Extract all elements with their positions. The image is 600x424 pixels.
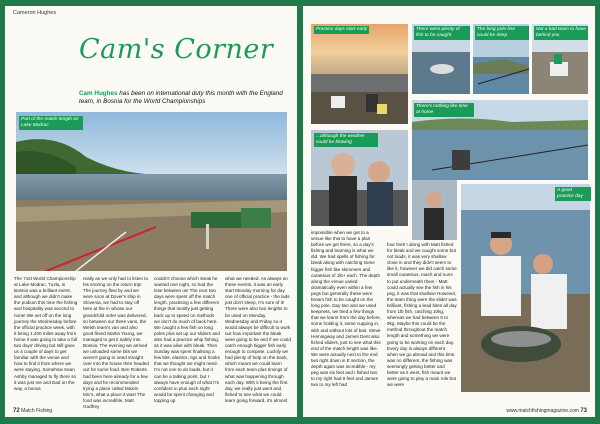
photo-caption: Part of the match length on Lake Modrac — [19, 116, 83, 130]
page-title: Cam's Corner — [79, 34, 274, 65]
caption-weather: ...although the weather could be blowing — [314, 133, 378, 147]
lake-photo — [16, 112, 287, 271]
right-column-2-text: four feet! I along with Matt fished for bleak and we caught some but not loads, it was very shallow close in and they didn't seem to like it, however we did catch some small carassius, roach and nuns to put underneath them - Matt could actually see the fish in his peg, it was that shallow! However, the team thing were the slider was brilliant, fishing a lead bites all day from 1lb fish, catching 10kg, whereas we had between 6 to 9kg. Maybe this could be the method throughout the match length and something we were going to be working on each day. Every day is always different when we go abroad and this time was no different, the fishing was seemingly getting better and better as it went, fish meant we were going to play a main role but we were — [387, 242, 457, 388]
angler-photo — [412, 180, 457, 240]
sunset-photo — [311, 24, 408, 124]
caption-rolling: There's nothing like time at home — [414, 103, 474, 117]
page-number-left: 72 — [13, 408, 20, 414]
caption-good-day: A good practice day — [555, 187, 591, 201]
right-column-1 — [311, 230, 381, 391]
right-page — [303, 6, 595, 417]
caption-sunset: Practice days start early — [316, 27, 368, 32]
footer-url: www.matchfishingmagazine.com — [506, 408, 579, 414]
page-number-right: 73 — [580, 408, 587, 414]
column-1 — [14, 276, 78, 395]
right-column-1-text: impossible when we get to a venue like this to have a plan before we get there, so a day's fishing and learning is what we did. We had spells of fishing for bleak along with catching some bigger fish like skimmers and carassius of 1lb+ each. The depth along the venue varied dramatically even within a few pegs but generally these were bream fish to be caught on the long pole. Day two and we used keepnets, we tried a few things that we learnt from the day before, some holding it, some cupping in, with and without lots of bait. Steve Hemingway and James Dent also fished sliders, just to see what this end of the match length was like. We were actually next to the end two right down in E section, the depth again was incredible - my peg was six feet and I fished two to my right had 9 feet and James two to my left had — [311, 230, 381, 388]
caption-long-pole: The long pole line could be deep — [475, 26, 529, 40]
standfirst — [79, 90, 285, 105]
column-3 — [154, 276, 220, 407]
running-head: Cameron Hughes — [13, 10, 57, 16]
column-3-text: couldn't choose which steak he wanted one night, so had the lose between us! The next two days were spent off the match length, practising a few different things that mostly just getting back up to speed on methods we don't do much of back here. We caught a few fish on long poles plus set up our sliders and also had a practice whip fishing, as it was alive with bleak. Then Sunday was spent finalising a few bits, elastics, rigs and hooks that we thought we might need. I'm not one to do loads, but it can be a talking point, but I always have enough of what I'm confident in plus each night would be spent changing and topping up — [154, 276, 220, 403]
footer-right — [506, 408, 587, 414]
footer-label: Match Fishing — [21, 408, 53, 414]
standfirst-text: has been on international duty this month with the England team, in Bosnia for the World Championships — [79, 90, 283, 105]
caption-team: Not a bad team to have behind you — [534, 26, 588, 40]
practice-day-photo — [461, 184, 590, 392]
column-1-text: The 71st World Championship at Lake Modrac, Tuzla, in Bosnia was a brilliant event, and although we didn't make the podium this time the fishing and hospitality was second to none! We set off on the long journey the Wednesday before the official practice week, with it being 1,400 miles away from home it was going to take a full two days' driving but still gave us a couple of days to get familiar with the venue and how to find it from where we were staying. Somehow Sean Ashby managed to fly there so it was just me and Dad on the way, a bonus — [14, 276, 78, 391]
column-4 — [225, 276, 291, 407]
column-4-text: what we needed. As always on these events, it was an early start Monday morning for day one of official practice - the lads just don't sleep, I'm sure of it! There were also two lengths to be used on Monday, Wednesday and Friday so it would always be difficult to work out how important the bleak were going to be and if we could catch enough bigger fish early enough to compete. Luckily we had plenty of help on the bank, which meant we could learn from each team plus timings of what was happening through each day. With it being the first day, we really just went and fished to see what we could learn going forward, it's almost — [225, 276, 291, 403]
caption-plenty-fish: There were plenty of fish to be caught — [414, 26, 470, 40]
standfirst-name: Cam Hughes — [79, 90, 118, 97]
footer-left — [13, 408, 52, 414]
right-column-2 — [387, 242, 457, 391]
column-2 — [83, 276, 149, 413]
left-page — [5, 6, 297, 417]
column-2-text: really as we only had to listen to his snoring on the return trip! The journey flew by and we were soon at Dover's ship in Slovenia, we had to stay off here at the in whose our grandchild order was delivered, so between our three vans, the Welsh team's van and also good friend Martin Young, we managed to get it safely into Bosnia. The evening we arrived we unloaded some bits we weren't going to need straight over into the house then headed out for some food. Ben Roberts had been here already for a few days and he recommended trying a place called Maxim Mic's, what a place it was! The food was incredible, Matt Godfrey — [83, 276, 149, 409]
